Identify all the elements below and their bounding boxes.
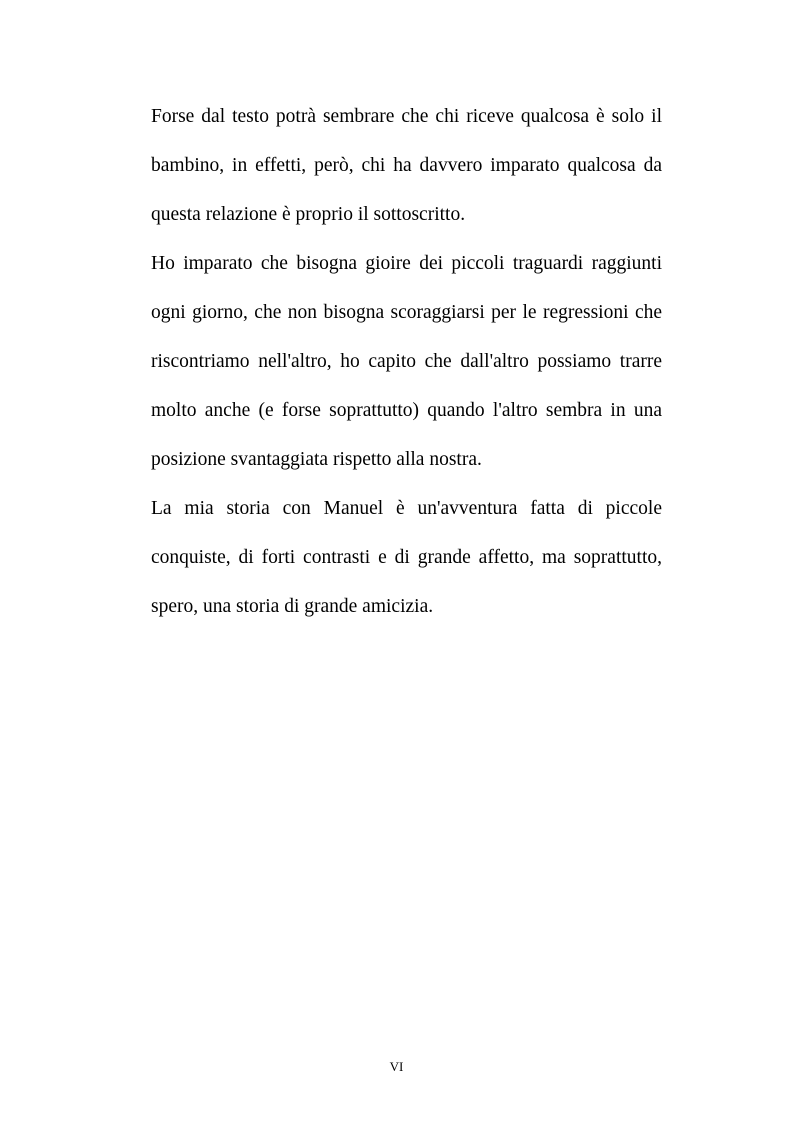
paragraph-3: La mia storia con Manuel è un'avventura fatta di piccole conquiste, di forti contrasti e di grande affetto, ma soprattutto, spero, una storia di grande amicizia. — [151, 498, 662, 617]
paragraph-1: Forse dal testo potrà sembrare che chi riceve qualcosa è solo il bambino, in effetti, però, chi ha davvero imparato qualcosa da questa relazione è proprio il sottoscritto. — [151, 106, 662, 225]
body-text — [151, 92, 662, 631]
page-number: VI — [389, 1059, 404, 1074]
paragraph-2: Ho imparato che bisogna gioire dei piccoli traguardi raggiunti ogni giorno, che non bisogna scoraggiarsi per le regressioni che riscontriamo nell'altro, ho capito che dall'altro possiamo trarre molto anche (e forse soprattutto) quando l'altro sembra in una posizione svantaggiata rispetto alla nostra. — [151, 253, 662, 470]
